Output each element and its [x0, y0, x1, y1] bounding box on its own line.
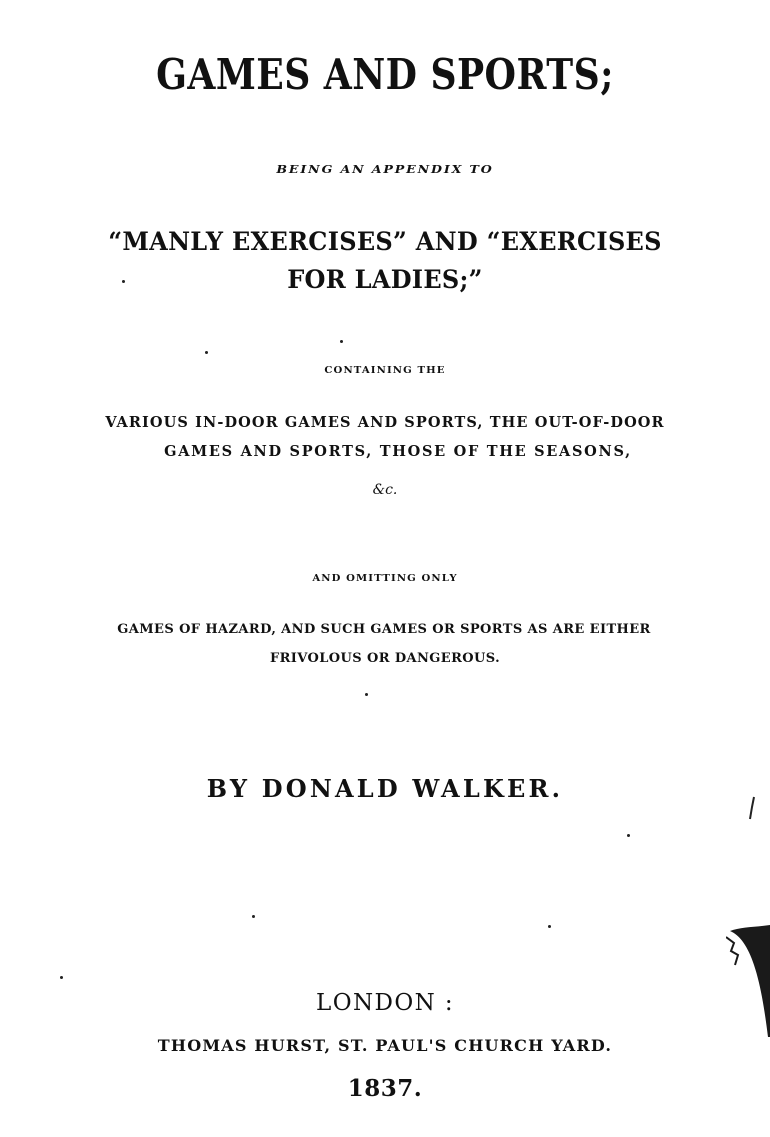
author-line: BY DONALD WALKER. [206, 774, 564, 803]
scan-speck [205, 351, 208, 354]
contents-description-line-2: GAMES AND SPORTS, THOSE OF THE SEASONS, [164, 443, 632, 460]
omitted-description-line-1: GAMES OF HAZARD, AND SUCH GAMES OR SPORTS AS ARE EITHER [117, 622, 651, 637]
scan-speck [548, 925, 551, 928]
imprint-year: 1837. [347, 1075, 423, 1102]
omitted-description-line-2: FRIVOLOUS OR DANGEROUS. [269, 651, 501, 666]
scan-speck [122, 280, 125, 283]
scan-speck [60, 976, 63, 979]
scan-speck [627, 834, 630, 837]
appendix-to-line-2: FOR LADIES;” [287, 265, 483, 294]
appendix-to-line-1: “MANLY EXERCISES” AND “EXERCISES [108, 227, 662, 256]
imprint-city: LONDON : [316, 990, 454, 1016]
subtitle-being-line: BEING AN APPENDIX TO [276, 163, 494, 176]
scan-mark [744, 795, 760, 823]
book-title: GAMES AND SPORTS; [156, 50, 614, 99]
scan-speck [252, 915, 255, 918]
omitting-line: AND OMITTING ONLY [312, 574, 458, 584]
imprint-publisher: THOMAS HURST, ST. PAUL'S CHURCH YARD. [157, 1036, 613, 1055]
containing-line: CONTAINING THE [324, 366, 446, 376]
scan-speck [340, 340, 343, 343]
contents-description-line-1: VARIOUS IN-DOOR GAMES AND SPORTS, THE OUT-OF-DOOR [105, 414, 665, 431]
page-edge-smudge [726, 925, 770, 1040]
scan-speck [365, 693, 368, 696]
etcetera-line: &c. [372, 482, 398, 498]
